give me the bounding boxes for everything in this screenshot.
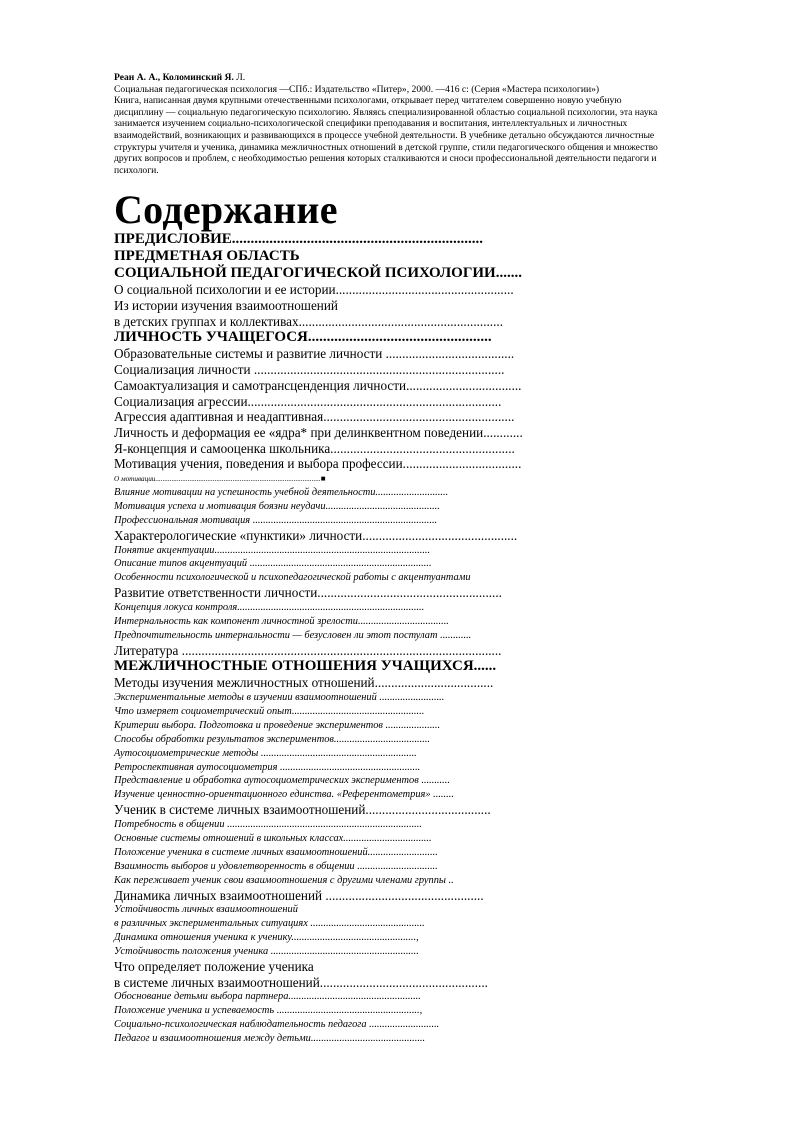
document-page [114, 72, 734, 1046]
annotation-line: Социальная педагогическая психология —СПб.: Издательство «Питер», 2000. —416 с: (Серия «Мастера психологии») [114, 83, 600, 95]
toc-subentry [114, 945, 734, 959]
toc-subentry [114, 774, 734, 788]
toc-entry-text: Агрессия адаптивная и неадаптивная.......................................................... [114, 409, 515, 425]
toc-entry-text: Экспериментальные методы в изучении взаимоотношений ......................... [114, 692, 445, 704]
toc-entry [114, 975, 734, 991]
toc-subentry [114, 903, 734, 917]
toc-entry [114, 378, 734, 394]
toc-entry-text: Мотивация успеха и мотивация боязни неудачи............................................ [114, 500, 440, 512]
toc-subentry [114, 818, 734, 832]
toc-entry-text: Динамика личных взаимоотношений ................................................ [114, 887, 484, 903]
toc-entry-text: Педагог и взаимоотношения между детьми............................................ [114, 1032, 426, 1044]
annotation-line: психологи. [114, 164, 159, 176]
toc-entry [114, 585, 734, 601]
toc-subentry [114, 571, 734, 585]
toc-entry-text: Динамика отношения ученика к ученику................................................, [114, 932, 419, 944]
annotation-line: структуры учителя и ученика, динамика межличностных отношений в детской группе, стили педагогического общения и множество [114, 141, 658, 153]
toc-entry-text: Социализация личности ............................................................................ [114, 362, 505, 378]
toc-entry-text: Я-концепция и самооценка школьника........................................................ [114, 440, 515, 456]
toc-subentry [114, 486, 734, 500]
toc-entry-text: Устойчивость положения ученика ......................................................... [114, 945, 419, 957]
toc-entry-text: Аутосоциометрические методы ............................................................ [114, 747, 417, 759]
toc-subentry [114, 846, 734, 860]
toc-entry-text: О мотивации............................................................................................ [114, 475, 321, 484]
toc-entry-text: Особенности психологической и психопедагогической работы с акцентуантами [114, 572, 471, 584]
toc-subentry [114, 719, 734, 733]
toc-entry-text: Социально-психологическая наблюдательность педагога ........................... [114, 1019, 440, 1031]
toc-entry-text: Описание типов акцентуаций ...................................................................... [114, 558, 432, 570]
toc-entry-text: Мотивация учения, поведения и выбора профессии.................................... [114, 456, 522, 472]
toc-subentry [114, 691, 734, 705]
toc-entry-text: в системе личных взаимоотношений................................................... [114, 974, 488, 990]
toc-entry-text: СОЦИАЛЬНОЙ ПЕДАГОГИЧЕСКОЙ ПСИХОЛОГИИ....... [114, 265, 522, 282]
toc-entry [114, 362, 734, 378]
toc-entry-text: Что определяет положение ученика [114, 958, 314, 974]
toc-entry [114, 441, 734, 457]
toc-entry [114, 314, 734, 330]
toc-entry-text: ПРЕДМЕТНАЯ ОБЛАСТЬ [114, 248, 300, 265]
square-marker: ■ [320, 474, 326, 484]
toc-entry [114, 888, 734, 904]
authors: Реан А. А., Коломинский Я. [114, 72, 234, 83]
toc-subentry [114, 788, 734, 802]
toc-subentry [114, 514, 734, 528]
toc-entry [114, 425, 734, 441]
toc-entry-text: О социальной психологии и ее истории...................................................... [114, 282, 514, 298]
toc-subentry [114, 931, 734, 945]
toc-subentry [114, 1032, 734, 1046]
toc-entry-text: в различных экспериментальных ситуациях ............................................ [114, 918, 425, 930]
toc-entry [114, 409, 734, 425]
toc-entry [114, 528, 734, 544]
toc-subentry [114, 705, 734, 719]
toc-entry-text: Ретроспективная аутосоциометрия ...................................................... [114, 761, 421, 773]
toc-subentry [114, 1018, 734, 1032]
toc-entry-text: Самоактуализация и самотрансценденция личности................................... [114, 377, 522, 393]
toc-entry-text: Личность и деформация ее «ядра* при делинквентном поведении............ [114, 424, 523, 440]
toc-entry-text: Положение ученика и успеваемость ......................................................., [114, 1005, 423, 1017]
toc-entry-text: МЕЖЛИЧНОСТНЫЕ ОТНОШЕНИЯ УЧАЩИХСЯ...... [114, 658, 497, 675]
toc-small-entry [114, 472, 734, 486]
annotation-line: Книга, написанная двумя крупными отечественными психологами, открывает перед читателем совершенно новую учебную [114, 95, 622, 107]
toc-entry-text: Способы обработки результатов экспериментов..................................... [114, 733, 431, 745]
author-line [114, 72, 734, 84]
toc-subentry [114, 832, 734, 846]
annotation-line: дисциплину — социальную педагогическую психологию. Являясь специализированной областью социальной психологии, эта наука [114, 106, 658, 118]
toc-subentry [114, 860, 734, 874]
toc-entry-text: Социализация агрессии............................................................................. [114, 393, 502, 409]
toc-entry-text: Положение ученика в системе личных взаимоотношений........................... [114, 846, 438, 858]
toc-entry-text: Взаимность выборов и удовлетворенность в общении ............................... [114, 860, 438, 872]
toc-entry-text: Устойчивость личных взаимоотношений [114, 904, 298, 916]
toc-subentry [114, 601, 734, 615]
toc-section-entry [114, 231, 734, 248]
bibliographic-annotation [114, 72, 734, 176]
toc-entry-text: Методы изучения межличностных отношений.................................... [114, 675, 494, 691]
toc-entry [114, 456, 734, 472]
toc-entry-text: Развитие ответственности личности........................................................ [114, 585, 502, 601]
toc-entry [114, 675, 734, 691]
toc-entry-text: Предпочтительность интернальности — безусловен ли этот постулат ............ [114, 629, 472, 641]
toc-subentry [114, 500, 734, 514]
toc-entry-text: Концепция локуса контроля........................................................................ [114, 601, 425, 613]
toc-entry [114, 802, 734, 818]
toc-entry-text: Как переживает ученик свои взаимоотношения с другими членами группы .. [114, 874, 454, 886]
toc-section-entry [114, 248, 734, 265]
annotation-line: занимается изучением социально-психологической специфики преподавания и воспитания, интеллектуальных и личностных [114, 118, 628, 130]
toc-entry-text: Основные системы отношений в школьных классах.................................. [114, 832, 432, 844]
toc-entry [114, 346, 734, 362]
annotation-line: других вопросов и проблем, с необходимостью решения которых сталкиваются и сноси профессиональной деятельности педагоги и [114, 153, 657, 165]
toc-subentry [114, 990, 734, 1004]
toc-section-entry [114, 658, 734, 675]
toc-subentry [114, 615, 734, 629]
toc-subentry [114, 557, 734, 571]
toc-entry-text: Влияние мотивации на успешность учебной деятельности............................ [114, 487, 449, 499]
toc-entry-text: Представление и обработка аутосоциометрических экспериментов ........... [114, 775, 450, 787]
toc-subentry [114, 733, 734, 747]
toc-entry-text: Образовательные системы и развитие личности ....................................... [114, 346, 515, 362]
toc-entry-text: Изучение ценностно-ориентационного единства. «Референтометрия» ........ [114, 789, 454, 801]
toc-subentry [114, 874, 734, 888]
toc-entry-text: Интернальность как компонент личностной зрелости................................... [114, 615, 449, 627]
toc-section-entry [114, 265, 734, 282]
toc-entry-text: Критерии выбора. Подготовка и проведение экспериментов ..................... [114, 719, 441, 731]
toc-entry [114, 298, 734, 314]
toc-subentry [114, 747, 734, 761]
authors-tail: Л. [233, 72, 246, 83]
toc-entry-text: в детских группах и коллективах.............................................................. [114, 313, 503, 329]
toc-subentry [114, 917, 734, 931]
toc-subentry [114, 629, 734, 643]
toc-entry-text: Потребность в общении ........................................................................... [114, 819, 422, 830]
toc-section-entry [114, 329, 734, 346]
toc-entry-text: Профессиональная мотивация ....................................................................... [114, 514, 438, 526]
toc-entry-text: Что измеряет социометрический опыт................................................... [114, 705, 425, 717]
toc-subentry [114, 1004, 734, 1018]
toc-entry [114, 282, 734, 298]
toc-entry-text: Понятие акцентуации................................................................................... [114, 544, 431, 556]
toc-entry-text: Ученик в системе личных взаимоотношений...................................... [114, 802, 491, 818]
annotation-line: взаимодействий, возникающих и развивающихся в процессе учебной деятельности. В учебнике детально обсуждаются личностные [114, 129, 655, 141]
toc-entry-text: Характерологические «пунктики» личности............................................... [114, 527, 518, 543]
table-of-contents [114, 231, 734, 1046]
toc-entry-text: ЛИЧНОСТЬ УЧАЩЕГОСЯ................................................. [114, 329, 492, 346]
page-title: Содержание [114, 187, 338, 233]
toc-entry-text: Обоснование детьми выбора партнера................................................... [114, 991, 421, 1003]
toc-entry [114, 394, 734, 410]
toc-subentry [114, 544, 734, 558]
toc-entry [114, 959, 734, 975]
toc-entry-text: Из истории изучения взаимоотношений [114, 298, 338, 314]
toc-subentry [114, 761, 734, 775]
toc-entry [114, 643, 734, 659]
toc-entry-text: Литература ................................................................................................. [114, 642, 502, 658]
toc-entry-text: ПРЕДИСЛОВИЕ................................................................... [114, 231, 484, 248]
